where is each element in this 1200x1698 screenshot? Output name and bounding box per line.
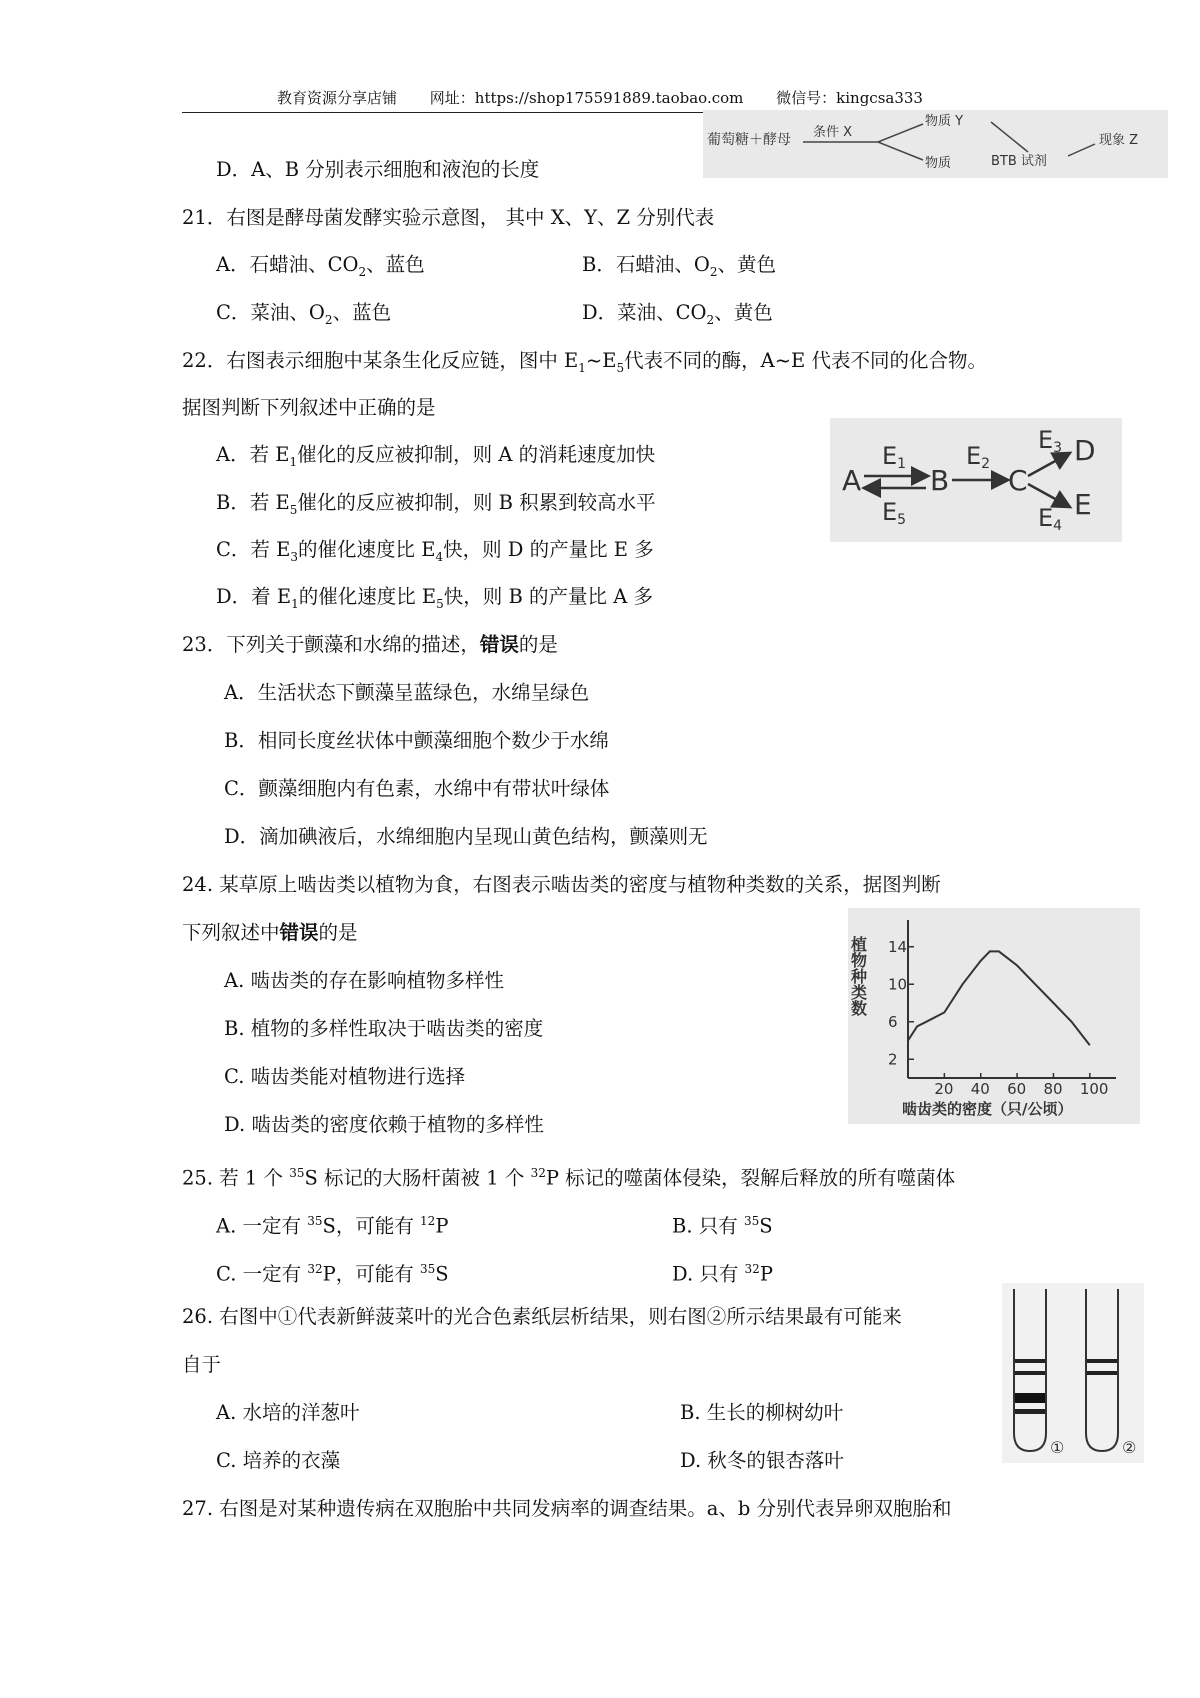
- q20-option-d: D．A、B 分别表示细胞和液泡的长度: [216, 158, 540, 181]
- fig21-product-y: 物质 Y: [925, 114, 964, 129]
- q22-option-d: D．着 $E_1$的催化速度比 $E_5$快，则 B 的产量比 A 多: [216, 585, 654, 611]
- q26-option-a: A. 水培的洋葱叶: [216, 1401, 360, 1424]
- tube-label-2: ②: [1122, 1438, 1137, 1457]
- tube-label-1: ①: [1050, 1438, 1065, 1457]
- fig22-enzyme-e4: E4: [1038, 504, 1063, 534]
- q23-option-a: A．生活状态下颤藻呈蓝绿色，水绵呈绿色: [224, 681, 590, 704]
- chart-y-tick-label: 10: [888, 975, 908, 994]
- fig21-product: 物质: [925, 156, 952, 171]
- fig22-enzyme-e3: E3: [1038, 426, 1063, 456]
- chart-x-tick-label: 80: [1043, 1080, 1063, 1098]
- fig22-enzyme-e2: E2: [966, 442, 991, 472]
- q26-stem-2: 自于: [182, 1353, 222, 1376]
- q26-stem-1: 26. 右图中①代表新鲜菠菜叶的光合色素纸层析结果，则右图②所示结果最有可能来: [182, 1305, 902, 1328]
- fig22-node-b: B: [930, 464, 950, 497]
- q24-option-c: C. 啮齿类能对植物进行选择: [224, 1065, 466, 1088]
- chart-x-tick-label: 40: [970, 1080, 990, 1098]
- fig21-input: 葡萄糖＋酵母: [707, 132, 791, 148]
- chart-series-line: [908, 951, 1090, 1045]
- q22-option-b: B．若 $E_5$催化的反应被抑制，则 B 积累到较高水平: [216, 491, 656, 517]
- figure-21-yeast-fermentation: [703, 110, 1168, 178]
- q22-option-c: C．若 $E_3$的催化速度比 $E_4$快，则 D 的产量比 E 多: [216, 538, 654, 564]
- q24-option-b: B. 植物的多样性取决于啮齿类的密度: [224, 1017, 544, 1040]
- fig22-node-e: E: [1074, 488, 1092, 521]
- q21-option-a: A．石蜡油、$CO_2$、蓝色: [216, 253, 425, 279]
- chart-y-tick-label: 14: [888, 937, 908, 956]
- q27-stem: 27. 右图是对某种遗传病在双胞胎中共同发病率的调查结果。a、b 分别代表异卵双胞胎和: [182, 1497, 952, 1520]
- figure-22-reaction-chain: [830, 418, 1122, 542]
- chart-y-tick-label: 6: [888, 1012, 898, 1031]
- q25-option-a: A. 一定有 $^{35}$S，可能有 $^{12}$P: [216, 1214, 449, 1238]
- fig21-result: 现象 Z: [1099, 133, 1139, 148]
- q23-option-d: D．滴加碘液后，水绵细胞内呈现山黄色结构，颤藻则无: [224, 825, 708, 848]
- q22-stem-1: 22．右图表示细胞中某条生化反应链，图中 $E_1\sim E_5$代表不同的酶，A~E 代表不同的化合物。: [182, 349, 987, 375]
- fig21-reagent: BTB 试剂: [991, 154, 1047, 169]
- fig22-node-c: C: [1008, 464, 1028, 497]
- q25-option-c: C. 一定有 $^{32}$P，可能有 $^{35}$S: [216, 1262, 449, 1286]
- q23-stem: 23．下列关于颤藻和水绵的描述，错误的是: [182, 633, 558, 656]
- fig22-node-a: A: [842, 464, 862, 497]
- q21-option-c: C．菜油、$O_2$、蓝色: [216, 301, 392, 327]
- figure-26-chromatography: [1002, 1283, 1144, 1463]
- chart-x-tick-label: 20: [934, 1080, 954, 1098]
- q24-stem-2: 下列叙述中错误的是: [182, 921, 358, 944]
- q25-option-d: D. 只有 $^{32}$P: [672, 1262, 773, 1286]
- q21-option-d: D．菜油、$CO_2$、黄色: [582, 301, 773, 327]
- fig21-condition: 条件 X: [813, 125, 853, 140]
- chart-x-tick-label: 60: [1007, 1080, 1027, 1098]
- chart-x-tick-label: 100: [1079, 1080, 1109, 1098]
- q21-option-b: B．石蜡油、$O_2$、黄色: [582, 253, 776, 279]
- fig22-enzyme-e5: E5: [882, 498, 907, 528]
- chart-x-axis-label: 啮齿类的密度（只/公顷）: [902, 1100, 1073, 1118]
- chart-y-axis-label: 植物种类数: [848, 936, 868, 1016]
- q24-option-d: D. 啮齿类的密度依赖于植物的多样性: [224, 1113, 544, 1136]
- q26-option-c: C. 培养的衣藻: [216, 1449, 341, 1472]
- q25-option-b: B. 只有 $^{35}$S: [672, 1214, 773, 1238]
- header-wechat: 微信号：kingcsa333: [776, 89, 923, 107]
- q23-option-c: C．颤藻细胞内有色素，水绵中有带状叶绿体: [224, 777, 610, 800]
- chart-y-tick-label: 2: [888, 1050, 898, 1069]
- q24-stem-1: 24. 某草原上啮齿类以植物为食，右图表示啮齿类的密度与植物种类数的关系，据图判断: [182, 873, 941, 896]
- header-url: 网址：https://shop175591889.taobao.com: [429, 89, 744, 107]
- q22-option-a: A．若 $E_1$催化的反应被抑制，则 A 的消耗速度加快: [216, 443, 656, 469]
- q26-option-d: D. 秋冬的银杏落叶: [680, 1449, 844, 1472]
- q26-option-b: B. 生长的柳树幼叶: [680, 1401, 844, 1424]
- q25-stem: 25. 若 1 个 $^{35}$S 标记的大肠杆菌被 1 个 $^{32}$P 标记的噬菌体侵染，裂解后释放的所有噬菌体: [182, 1166, 956, 1190]
- q24-option-a: A. 啮齿类的存在影响植物多样性: [224, 969, 504, 992]
- q23-option-b: B．相同长度丝状体中颤藻细胞个数少于水绵: [224, 729, 609, 752]
- page-header: [0, 87, 1200, 108]
- q21-stem: 21．右图是酵母菌发酵实验示意图， 其中 X、Y、Z 分别代表: [182, 206, 715, 229]
- figure-24-chart: [848, 908, 1140, 1124]
- header-shop: 教育资源分享店铺: [277, 89, 398, 107]
- fig22-node-d: D: [1074, 434, 1096, 467]
- q22-stem-2: 据图判断下列叙述中正确的是: [182, 396, 436, 419]
- fig22-enzyme-e1: E1: [882, 442, 907, 472]
